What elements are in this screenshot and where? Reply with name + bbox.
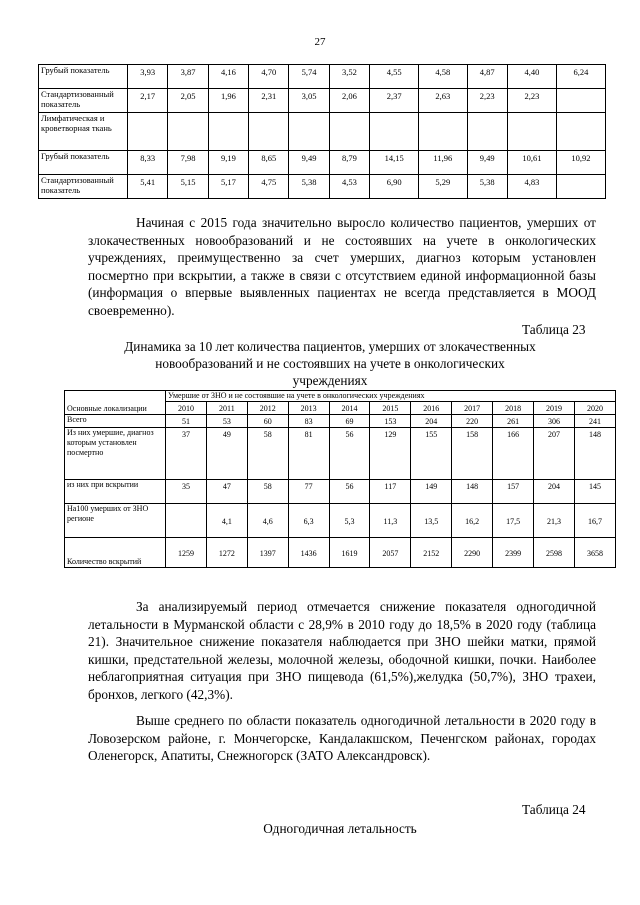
table-row <box>39 89 606 113</box>
year-header: 2015 <box>370 402 411 415</box>
table-cell: 6,24 <box>556 65 605 89</box>
table-cell <box>249 113 289 151</box>
table-cell: 5,17 <box>208 175 248 199</box>
table-cell: 69 <box>329 415 370 428</box>
year-header: 2017 <box>452 402 493 415</box>
year-header: 2019 <box>534 402 575 415</box>
table-cell: 5,38 <box>289 175 329 199</box>
table-cell: 9,49 <box>467 151 507 175</box>
year-header: 2010 <box>166 402 207 415</box>
table-cell: 4,1 <box>206 504 247 538</box>
table-cell: 1272 <box>206 538 247 568</box>
table-row <box>39 65 606 89</box>
table-cell: 5,3 <box>329 504 370 538</box>
table-cell <box>208 113 248 151</box>
table-cell: 4,58 <box>419 65 467 89</box>
year-header: 2014 <box>329 402 370 415</box>
table-cell: 166 <box>493 428 534 480</box>
row-label: Лимфатическая и кроветворная ткань <box>39 113 128 151</box>
row-label: Всего <box>65 415 166 428</box>
table-cell <box>128 113 168 151</box>
table-cell: 261 <box>493 415 534 428</box>
table-cell: 220 <box>452 415 493 428</box>
table-cell: 37 <box>166 428 207 480</box>
paragraph-lethality-districts: Выше среднего по области показатель одногодичной летальности в 2020 году в Ловозерском районе, г. Мончегорске, Кандалакшском, Печенгском районах, городах Оленегорск, Апатиты, Снежногорск (ЗАТО Александровск). <box>88 713 596 764</box>
table-cell: 2290 <box>452 538 493 568</box>
table-cell: 4,53 <box>329 175 369 199</box>
table-cell <box>556 113 605 151</box>
table-cell: 60 <box>247 415 288 428</box>
header-group: Умершие от ЗНО и не состоявшие на учете в онкологических учреждениях <box>166 391 616 402</box>
table-cell: 204 <box>534 480 575 504</box>
header-localization: Основные локализации <box>65 391 166 415</box>
table-cell: 117 <box>370 480 411 504</box>
table-cell: 4,6 <box>247 504 288 538</box>
table-cell: 58 <box>247 428 288 480</box>
year-header: 2013 <box>288 402 329 415</box>
table-cell: 56 <box>329 428 370 480</box>
table-cell: 148 <box>574 428 615 480</box>
row-label: Грубый показатель <box>39 65 128 89</box>
table-cell: 3658 <box>574 538 615 568</box>
table-cell: 2,06 <box>329 89 369 113</box>
table-cell: 58 <box>247 480 288 504</box>
table-cell: 157 <box>493 480 534 504</box>
table-cell: 2,37 <box>370 89 419 113</box>
table-cell: 5,38 <box>467 175 507 199</box>
table-cell: 5,15 <box>168 175 208 199</box>
table-cell: 2152 <box>411 538 452 568</box>
table-cell: 51 <box>166 415 207 428</box>
table-cell <box>168 113 208 151</box>
row-label: Стандартизованный показатель <box>39 175 128 199</box>
table-cell <box>419 113 467 151</box>
table-cell: 4,55 <box>370 65 419 89</box>
table-cell: 4,87 <box>467 65 507 89</box>
table-cell: 35 <box>166 480 207 504</box>
table-row <box>39 113 606 151</box>
table-cell: 16,7 <box>574 504 615 538</box>
table-cell: 2,31 <box>249 89 289 113</box>
table-cell: 5,41 <box>128 175 168 199</box>
table-cell: 2,23 <box>507 89 556 113</box>
table-cell: 47 <box>206 480 247 504</box>
paragraph-unregistered-deaths: Начиная с 2015 года значительно выросло количество пациентов, умерших от злокачественных новообразований и не состоявших на учете в онкологических учреждениях, преимущественно за счет умерших, диагноз которым установлен посмертно при вскрытии, а также в связи с отсутствием единой информационной базы (информация о впервые выявленных пациентах не всегда представляется в МООД своевременно). <box>88 215 596 318</box>
row-label: Грубый показатель <box>39 151 128 175</box>
table-row <box>65 480 616 504</box>
table-cell: 9,19 <box>208 151 248 175</box>
table-cell: 3,87 <box>168 65 208 89</box>
row-label: Количество вскрытий <box>65 538 166 568</box>
table-cell: 1397 <box>247 538 288 568</box>
table-cell: 2,63 <box>419 89 467 113</box>
table-cell: 6,90 <box>370 175 419 199</box>
table-cell: 21,3 <box>534 504 575 538</box>
table-cell: 241 <box>574 415 615 428</box>
row-label: Стандартизованный показатель <box>39 89 128 113</box>
year-header: 2012 <box>247 402 288 415</box>
table-cell: 4,40 <box>507 65 556 89</box>
table-cell: 155 <box>411 428 452 480</box>
table-cell: 11,3 <box>370 504 411 538</box>
table-23-label: Таблица 23 <box>522 322 586 337</box>
table-cell: 8,33 <box>128 151 168 175</box>
table-cell: 81 <box>288 428 329 480</box>
table-cell: 1,96 <box>208 89 248 113</box>
table-cell: 2,05 <box>168 89 208 113</box>
table-cell: 5,74 <box>289 65 329 89</box>
table-cell: 16,2 <box>452 504 493 538</box>
year-header: 2011 <box>206 402 247 415</box>
table-cell: 77 <box>288 480 329 504</box>
table-cell: 4,70 <box>249 65 289 89</box>
year-header: 2018 <box>493 402 534 415</box>
page-number: 27 <box>314 36 326 48</box>
paragraph-lethality-trend: За анализируемый период отмечается снижение показателя одногодичной летальности в Мурманской области с 28,9% в 2010 году до 18,5% в 2020 году (таблица 21). Значительное снижение показателя наблюдается при ЗНО шейки матки, прямой кишки, предстательной железы, молочной железы, ободочной кишки, почки. Наиболее неблагоприятная ситуация при ЗНО пищевода (61,5%),желудка (50,7%), ЗНО трахеи, бронхов, легкого (42,3%). <box>88 599 596 702</box>
table-cell: 148 <box>452 480 493 504</box>
year-header: 2020 <box>574 402 615 415</box>
table-cell: 10,61 <box>507 151 556 175</box>
table-cell <box>556 175 605 199</box>
table-cell <box>329 113 369 151</box>
table-cell: 3,52 <box>329 65 369 89</box>
table-cell: 13,5 <box>411 504 452 538</box>
table-cell: 4,75 <box>249 175 289 199</box>
row-label: из них при вскрытии <box>65 480 166 504</box>
table-row <box>65 504 616 538</box>
table-cell: 3,05 <box>289 89 329 113</box>
unregistered-deaths-table <box>64 390 616 568</box>
table-cell: 49 <box>206 428 247 480</box>
table-cell: 53 <box>206 415 247 428</box>
table-cell: 2,17 <box>128 89 168 113</box>
table-cell: 8,79 <box>329 151 369 175</box>
table-24-label: Таблица 24 <box>522 802 586 817</box>
table-cell: 158 <box>452 428 493 480</box>
table-cell: 2399 <box>493 538 534 568</box>
row-label: На100 умерших от ЗНО регионе <box>65 504 166 538</box>
table-cell: 306 <box>534 415 575 428</box>
table-cell: 2,23 <box>467 89 507 113</box>
table-cell: 1259 <box>166 538 207 568</box>
table-cell <box>556 89 605 113</box>
table-cell: 56 <box>329 480 370 504</box>
table-cell: 8,65 <box>249 151 289 175</box>
table-cell: 2598 <box>534 538 575 568</box>
table-row <box>65 428 616 480</box>
table-cell: 5,29 <box>419 175 467 199</box>
lethality-continuation-table <box>38 64 606 199</box>
table-cell <box>370 113 419 151</box>
year-header: 2016 <box>411 402 452 415</box>
table-cell <box>467 113 507 151</box>
table-cell: 6,3 <box>288 504 329 538</box>
table-cell <box>289 113 329 151</box>
table-cell: 11,96 <box>419 151 467 175</box>
table-24-title: Одногодичная летальность <box>263 821 417 836</box>
table-row <box>39 151 606 175</box>
table-cell: 4,83 <box>507 175 556 199</box>
table-cell: 7,98 <box>168 151 208 175</box>
table-cell: 1619 <box>329 538 370 568</box>
table-cell <box>507 113 556 151</box>
table-cell: 129 <box>370 428 411 480</box>
table-cell: 83 <box>288 415 329 428</box>
table-cell: 10,92 <box>556 151 605 175</box>
table-cell: 3,93 <box>128 65 168 89</box>
table-cell: 1436 <box>288 538 329 568</box>
table-row <box>65 415 616 428</box>
table-cell: 204 <box>411 415 452 428</box>
table-cell: 207 <box>534 428 575 480</box>
table-cell: 145 <box>574 480 615 504</box>
table-cell: 2057 <box>370 538 411 568</box>
table-cell: 153 <box>370 415 411 428</box>
table-cell: 14,15 <box>370 151 419 175</box>
row-label: Из них умершие, диагноз которым установлен посмертно <box>65 428 166 480</box>
table-row <box>65 538 616 568</box>
table-cell: 17,5 <box>493 504 534 538</box>
table-cell <box>166 504 207 538</box>
table-23-title: Динамика за 10 лет количества пациентов, умерших от злокачественных новообразований и не состоявших на учете в онкологических учреждениях <box>124 339 536 388</box>
table-row <box>39 175 606 199</box>
table-cell: 4,16 <box>208 65 248 89</box>
table-cell: 9,49 <box>289 151 329 175</box>
table-cell: 149 <box>411 480 452 504</box>
